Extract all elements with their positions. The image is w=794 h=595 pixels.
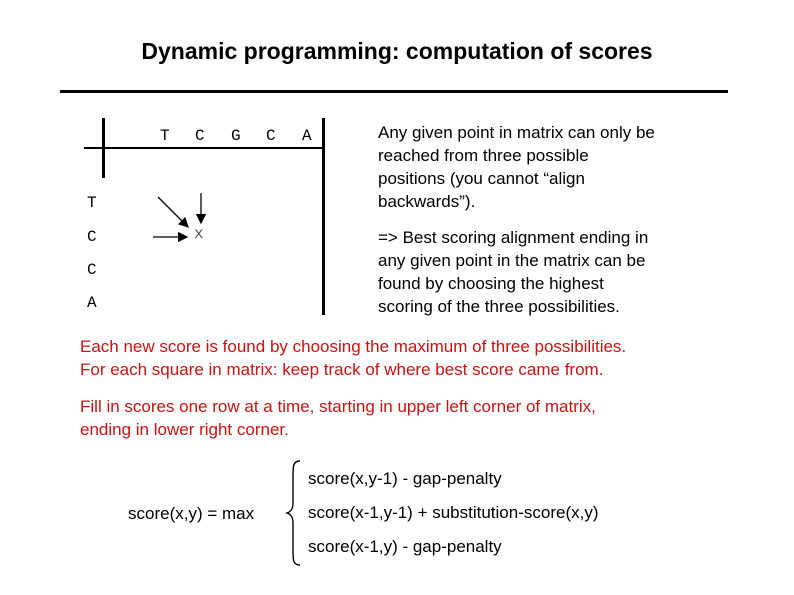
red-paragraph-2 <box>80 395 596 441</box>
text-line: ending in lower right corner. <box>80 420 289 439</box>
row-header: C <box>87 228 97 246</box>
title-divider <box>60 90 728 93</box>
cell-marker: x <box>194 225 204 243</box>
formula-case-1: score(x,y-1) - gap-penalty <box>308 469 502 488</box>
slide-title: Dynamic programming: computation of scores <box>141 38 653 64</box>
row-header: C <box>87 261 97 279</box>
explanation-paragraph-1 <box>378 121 655 213</box>
matrix-header-line <box>84 147 325 149</box>
text-line: backwards”). <box>378 192 476 211</box>
arrows-diagram <box>140 185 220 250</box>
row-header: A <box>87 294 97 312</box>
text-line: any given point in the matrix can be <box>378 251 646 270</box>
text-line: Any given point in matrix can only be <box>378 123 655 142</box>
explanation-paragraph-2 <box>378 226 648 318</box>
formula-case-2: score(x-1,y-1) + substitution-score(x,y) <box>308 503 599 522</box>
text-line: positions (you cannot “align <box>378 169 585 188</box>
text-line: Fill in scores one row at a time, starting in upper left corner of matrix, <box>80 397 596 416</box>
column-header: A <box>302 127 312 145</box>
left-brace <box>284 458 304 568</box>
text-line: For each square in matrix: keep track of where best score came from. <box>80 360 604 379</box>
column-header: T <box>160 127 170 145</box>
column-header: G <box>231 127 241 145</box>
row-header: T <box>87 194 97 212</box>
diagonal-arrow <box>158 197 188 227</box>
formula-lhs: score(x,y) = max <box>128 504 255 523</box>
text-line: reached from three possible <box>378 146 589 165</box>
formula-case-3: score(x-1,y) - gap-penalty <box>308 537 502 556</box>
text-line: found by choosing the highest <box>378 274 604 293</box>
text-line: Each new score is found by choosing the maximum of three possibilities. <box>80 337 627 356</box>
text-line: scoring of the three possibilities. <box>378 297 620 316</box>
column-header: C <box>266 127 276 145</box>
red-paragraph-1 <box>80 335 626 381</box>
text-line: => Best scoring alignment ending in <box>378 228 649 247</box>
column-header: C <box>195 127 205 145</box>
